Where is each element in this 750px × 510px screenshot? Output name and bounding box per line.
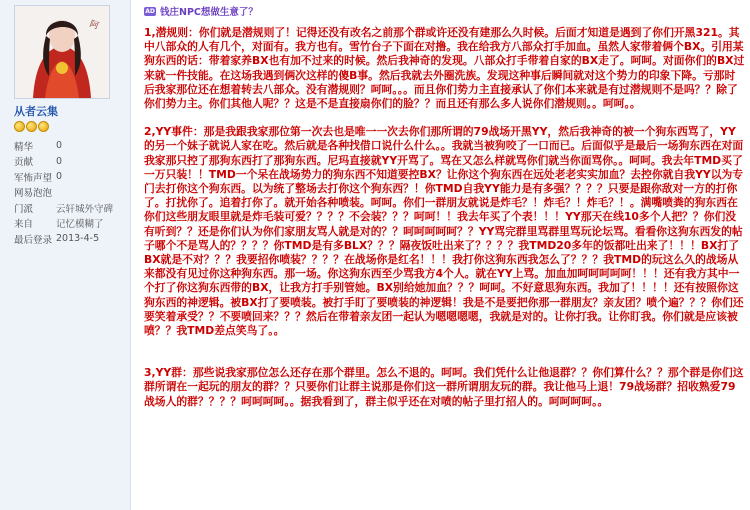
user-avatar[interactable] — [14, 5, 110, 99]
stat-key: 军怖声望 — [14, 172, 53, 184]
post-header — [144, 4, 746, 18]
post-content — [144, 4, 746, 506]
medal-icon — [14, 121, 25, 132]
stat-row — [14, 138, 113, 154]
stat-row — [14, 169, 113, 185]
paragraph-3: 3,YY群：那些说我家那位怎么还存在那个群里。怎么不退的。呵呵。我们凭什么让他退群？？你们算什么？？那个群是你们这群所谓在一起玩的朋友的群？？只要你们让群主说那是你们这一群所谓朋友玩的群。我让他马上退！79战场群？招收熟爱79战场人的群？？？？呵呵呵呵。。据我看到了，群主似乎还在对喷的帖子里打招人的。呵呵呵呵。。 — [144, 366, 744, 408]
avatar-image — [15, 6, 109, 98]
stat-row — [14, 200, 113, 216]
user-badges — [14, 121, 49, 132]
stat-row — [14, 216, 113, 232]
svg-text:阿: 阿 — [87, 19, 100, 32]
paragraph-gap — [144, 111, 746, 125]
stat-key: 精华 — [14, 141, 34, 153]
username[interactable]: 从者云集 — [14, 105, 58, 118]
stat-key: 网易泡泡 — [14, 188, 53, 200]
post-type-icon: AD — [145, 7, 155, 15]
paragraph-2: 2,YY事件：那是我跟我家那位第一次去也是唯一一次去你们那所谓的79战场开黑YY，然后我神奇的被一个狗东西骂了，YY的另一个妹子就说人家在吃。然后就是各种找借口说什么什么。。我就当被狗咬了一口而已。后面似乎是最后一场狗东西在对面我家那只控了那狗东西打了那狗东西。尼玛直接就YY开骂了。骂在又怎么样就骂你们就当你面骂你。。呵呵。我去年TMD买了一万只装！！TMD一个呆在战场势力的狗东西不知道要控BX？让你这个狗东西在远处老老实实加血？去控你就自我YY以为专门去打你这个狗东西。以为统了整场去打你这个狗东西？！你TMD自我YY能力是有多强？？？？只要是跟你敌对一方的打你了。打扰你了。追着打你了。就开始各种喷装。呵呵。你们一群朋友就说是炸毛？！炸毛？！炸毛？！。满嘴喷粪的狗东西在你们这些朋友眼里就是炸毛装可爱？？？？不会装？？？呵呵！！我去年买了个表！！！YY那天在线10多个人把？？你们没有听到？？还是你们认为你们家朋友骂人就是对的？？呵呵呵呵呵？？YY骂完群里骂群里骂玩论坛骂。看看你这狗东西发的帖子哪个不是骂人的？？？？你TMD是有多BLX？？？隔夜饭吐出来了？？？？我TMD20多年的饭都吐出来了！！！BX打了BX就是不对？？？我要招你喷装？？？？在战场你是红名！！！我打你这狗东西我怎么了？？？我TMD的玩这么久的战场从来都没有见过你这种狗东西。那一场。你这狗东西至少骂我方4个人。就在YY上骂。加血加呵呵呵呵呵！！！还有我方其中一个打了你这狗东西带的BX，让我方打手别管她。BX别给她加血？？？呵呵。不好意思狗东西。我加了！！！！还有按照你这狗东西的神逻辑。被BX打了要喷装。被打手盯了要喷装的神逻辑！我是不是要把你那一群朋友？亲友团？喷个遍？？？你们还要笑着承受？？不要喷回来？？？然后在带着亲友团一起认为嗯嗯嗯嗯，我就是对的。让你打我。让你盯我。你们就是应该被喷？？我TMD差点笑鸟了。。 — [144, 125, 744, 338]
post-body — [144, 26, 746, 409]
medal-icon — [38, 121, 49, 132]
stat-value: 0 — [56, 155, 63, 167]
paragraph-gap — [144, 338, 746, 366]
paragraph-1: 1,潜规则：你们就是潜规则了！记得还没有改名之前那个群或许还没有建那么久时候。后面才知道是遇到了你们开黑321。其中八部众的人有几个，对面有。我方也有。雪竹台子下面在对撸。我在给我方八部众打手加血。虽然人家带着俩个BX。引用某狗东西的话：带着家养BX也有加不过来的时候。然后我神奇的发现。八部众打手带着自家的BX走了。呵呵。对面你们的BX过来就一件技能。在这场我遇到俩次这样的傻B事。然后我就去外圈洗族。发现这种事后瞬间就对这个势力的印象下降。亏那时后我家那位还在想着转去八部众。没有潜规则？呵呵。。。而且你们势力主直接承认了你们本来就是有过潜规则不是吗？？除了你们势力主。你们其他人呢？？这是不是直接扇你们的脸？？而且还有那么多人说你们潜规则。。呵呵。。 — [144, 26, 745, 111]
stat-value: 记忆模糊了 — [56, 219, 104, 231]
stat-key: 来自 — [14, 219, 34, 231]
stat-value: 2013-4-5 — [56, 233, 100, 245]
stat-key: 门派 — [14, 203, 34, 215]
stat-row — [14, 185, 113, 201]
stat-value: 0 — [56, 140, 63, 152]
stat-row — [14, 231, 113, 247]
stat-row — [14, 154, 113, 170]
stat-key: 最后登录 — [14, 234, 53, 246]
user-sidebar — [0, 0, 131, 510]
stat-value: 0 — [56, 171, 63, 183]
stat-key: 贡献 — [14, 157, 34, 169]
post-title: 钱庄NPC想做生意了？ — [160, 7, 258, 18]
medal-icon — [26, 121, 37, 132]
user-stats — [14, 138, 113, 247]
stat-value: 云轩城外守碑 — [56, 203, 114, 215]
